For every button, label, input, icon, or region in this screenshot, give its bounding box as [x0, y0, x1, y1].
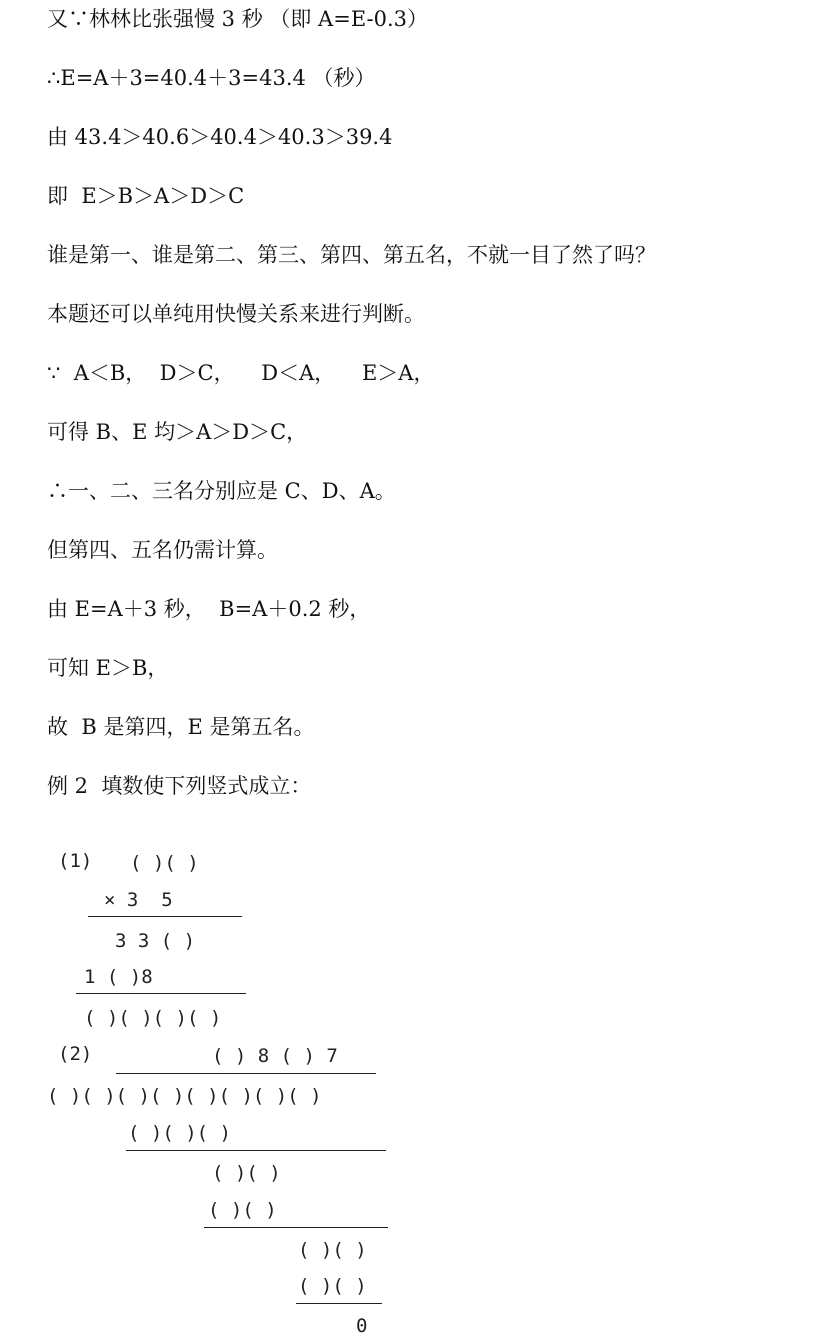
problem2-step5: ( )( ): [298, 1275, 367, 1297]
text-line-13: 故 B 是第四，E 是第五名。: [47, 715, 315, 739]
problem2-remainder: 0: [356, 1315, 368, 1337]
problem1-multiplier: × 3 5: [104, 889, 173, 911]
problem1-partial2: 1 ( )8: [84, 966, 153, 988]
problem2-step4: ( )( ): [298, 1239, 367, 1261]
problem2-rule-1: [126, 1150, 386, 1151]
text-line-8: 可得 B、E 均＞A＞D＞C，: [47, 420, 308, 444]
text-line-14: 例 2 填数使下列竖式成立：: [47, 774, 312, 798]
text-line-6: 本题还可以单纯用快慢关系来进行判断。: [47, 302, 425, 326]
problem2-step1: ( )( )( ): [128, 1122, 231, 1144]
text-line-2: ∴E=A＋3=40.4＋3=43.4 （秒）: [47, 66, 376, 90]
problem1-rule-1: [88, 916, 242, 917]
problem1-rule-2: [76, 993, 246, 994]
problem2-step3: ( )( ): [208, 1199, 277, 1221]
text-line-9: ∴一、二、三名分别应是 C、D、A。: [47, 479, 396, 503]
problem2-division-bar: [116, 1073, 376, 1074]
text-line-12: 可知 E＞B，: [47, 656, 169, 680]
problem2-dividend-row: ( )( )( )( )( )( )( )( ): [47, 1085, 322, 1107]
problem1-label: (1): [58, 850, 93, 872]
text-line-11: 由 E=A＋3 秒， B=A＋0.2 秒，: [47, 597, 371, 621]
text-line-7: ∵ A＜B， D＞C， D＜A， E＞A，: [47, 361, 435, 385]
problem1-partial1: 3 3 ( ): [115, 930, 196, 952]
problem2-rule-3: [296, 1303, 382, 1304]
text-line-1: 又∵林林比张强慢 3 秒 （即 A=E-0.3）: [47, 7, 429, 31]
problem2-step2: ( )( ): [212, 1162, 281, 1184]
problem1-multiplicand: ( )( ): [130, 852, 199, 874]
problem2-label: (2): [58, 1043, 93, 1065]
text-line-3: 由 43.4＞40.6＞40.4＞40.3＞39.4: [47, 125, 393, 149]
text-line-4: 即 E＞B＞A＞D＞C: [47, 184, 245, 208]
text-line-10: 但第四、五名仍需计算。: [47, 538, 278, 562]
text-line-5: 谁是第一、谁是第二、第三、第四、第五名，不就一目了然了吗？: [47, 243, 656, 267]
problem2-rule-2: [204, 1227, 388, 1228]
problem1-result: ( )( )( )( ): [84, 1007, 222, 1029]
problem2-quotient: ( ) 8 ( ) 7: [212, 1045, 338, 1067]
